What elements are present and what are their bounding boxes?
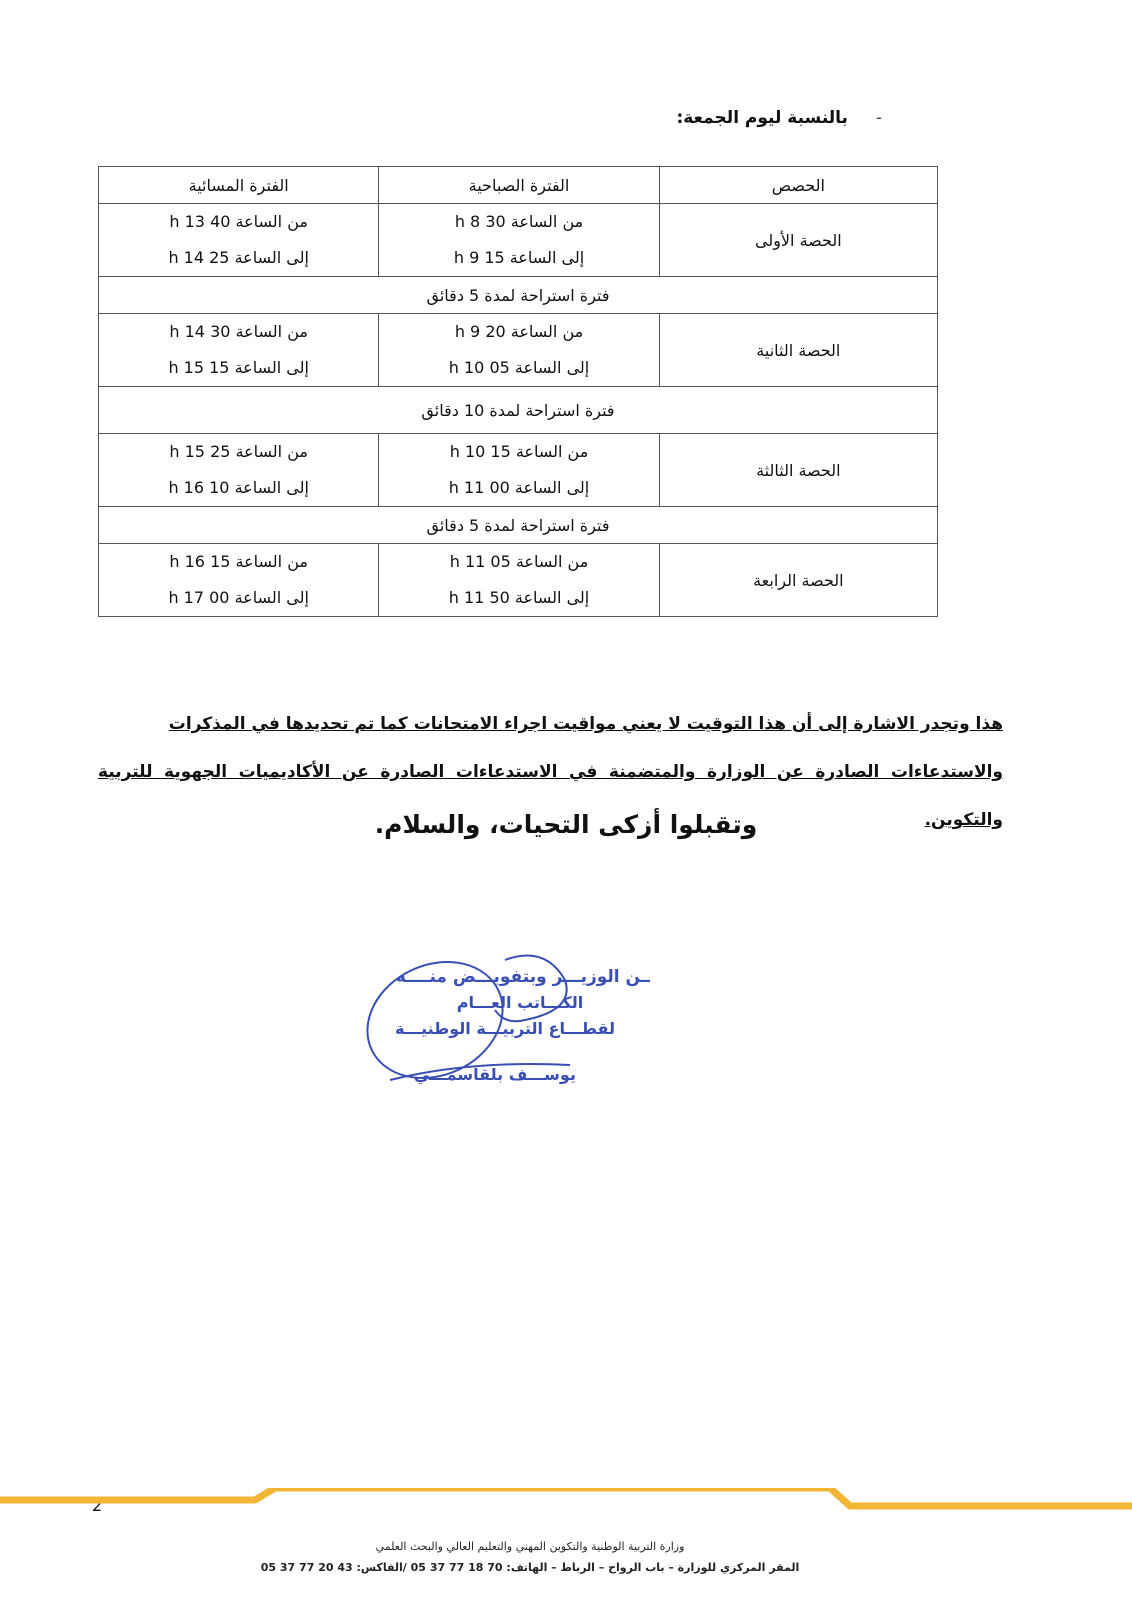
session-name: الحصة الأولى xyxy=(659,204,937,277)
morning-from: من الساعة 30 h 8 xyxy=(454,212,584,231)
break-row xyxy=(99,387,938,434)
evening-to: إلى الساعة 10 h 16 xyxy=(168,478,309,497)
morning-from: من الساعة 05 h 11 xyxy=(449,552,589,571)
footer-address: المقر المركزي للوزارة – باب الرواح – الرباط – الهاتف: 70 18 77 37 05 /الفاكس: 43 20 77 37 05 xyxy=(260,1561,800,1574)
signature-block xyxy=(330,950,650,1120)
schedule-table xyxy=(98,166,938,617)
morning-period xyxy=(379,434,659,507)
morning-to: إلى الساعة 50 h 11 xyxy=(448,588,590,607)
signature-line-1: عــن الوزيـــر وبتفويـــض منــــه xyxy=(395,967,650,987)
morning-from: من الساعة 15 h 10 xyxy=(449,442,589,461)
session-name: الحصة الثانية xyxy=(659,314,937,387)
morning-to: إلى الساعة 05 h 10 xyxy=(448,358,590,377)
evening-from: من الساعة 40 h 13 xyxy=(169,212,308,231)
intro-text: بالنسبة ليوم الجمعة: xyxy=(676,108,848,128)
morning-to: إلى الساعة 15 h 9 xyxy=(453,248,585,267)
table-header-row xyxy=(99,167,938,204)
evening-to: إلى الساعة 15 h 15 xyxy=(168,358,309,377)
footer xyxy=(260,1540,800,1574)
evening-to: إلى الساعة 25 h 14 xyxy=(168,248,309,267)
morning-period xyxy=(379,314,659,387)
footer-ministry: وزارة التربية الوطنية والتكوين المهني والتعليم العالي والبحث العلمي xyxy=(375,1540,685,1553)
evening-period xyxy=(99,204,379,277)
header-morning: الفترة الصباحية xyxy=(379,167,659,204)
signature-line-3: لقطـــاع التربيـــة الوطنيـــة xyxy=(395,1019,615,1038)
intro-dash: - xyxy=(875,108,882,128)
evening-from: من الساعة 25 h 15 xyxy=(169,442,308,461)
table-row xyxy=(99,314,938,387)
table-row xyxy=(99,434,938,507)
evening-to: إلى الساعة 00 h 17 xyxy=(168,588,309,607)
page-number: 2 xyxy=(92,1496,103,1515)
morning-period xyxy=(379,544,659,617)
evening-period xyxy=(99,314,379,387)
morning-from: من الساعة 20 h 9 xyxy=(454,322,584,341)
footer-band-line xyxy=(0,1488,1132,1506)
session-name: الحصة الرابعة xyxy=(659,544,937,617)
evening-period xyxy=(99,434,379,507)
session-name: الحصة الثالثة xyxy=(659,434,937,507)
break-label: فترة استراحة لمدة 5 دقائق xyxy=(99,507,938,544)
header-session: الحصص xyxy=(659,167,937,204)
evening-period xyxy=(99,544,379,617)
morning-to: إلى الساعة 00 h 11 xyxy=(448,478,590,497)
break-row xyxy=(99,277,938,314)
table-row xyxy=(99,544,938,617)
header-evening: الفترة المسائية xyxy=(99,167,379,204)
break-row xyxy=(99,507,938,544)
morning-period xyxy=(379,204,659,277)
table-row xyxy=(99,204,938,277)
note-line: هذا وتجدر الاشارة إلى أن هذا التوقيت لا يعني مواقيت اجراء الامتحانات كما تم تحديدها في المذكرات xyxy=(168,714,1003,734)
signature-stamp-icon xyxy=(330,950,650,1120)
break-label: فترة استراحة لمدة 5 دقائق xyxy=(99,277,938,314)
evening-from: من الساعة 30 h 14 xyxy=(169,322,308,341)
intro-heading xyxy=(676,108,882,128)
signature-line-2: الكـــاتب العـــام xyxy=(456,993,584,1012)
evening-from: من الساعة 15 h 16 xyxy=(169,552,308,571)
closing-salutation: وتقبلوا أزكى التحيات، والسلام. xyxy=(374,810,758,839)
footer-band-icon xyxy=(0,1488,1132,1538)
break-label: فترة استراحة لمدة 10 دقائق xyxy=(99,387,938,434)
signature-name: يوســـف بلقاسمـــي xyxy=(414,1065,576,1084)
note-line: والاستدعاءات الصادرة عن الوزارة والمتضمنة في الاستدعاءات الصادرة عن الأكاديميات الجهوية للتربية والتكوين. xyxy=(98,762,1003,830)
